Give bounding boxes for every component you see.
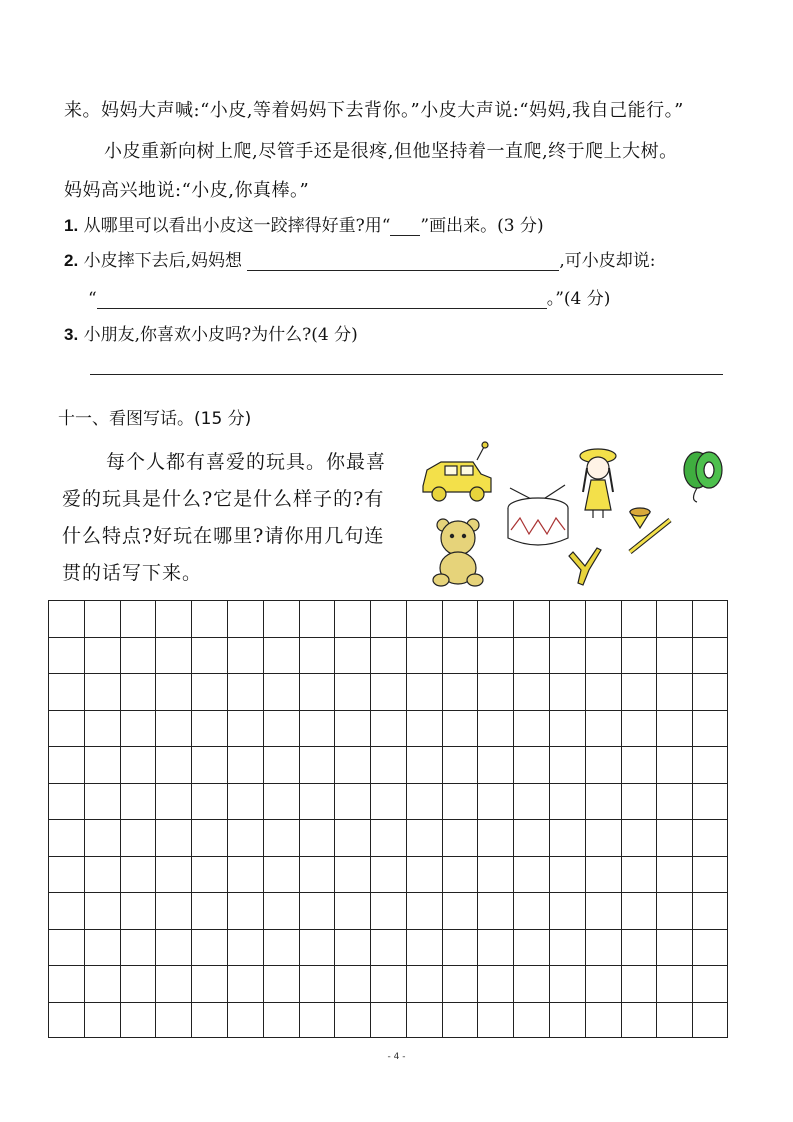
story-line-2: 小皮重新向树上爬,尽管手还是很疼,但他坚持着一直爬,终于爬上大树。 [104, 141, 678, 162]
writing-prompt: 每个人都有喜爱的玩具。你最喜爱的玩具是什么?它是什么样子的?有什么特点?好玩在哪里?请你用几句连贯的话写下来。 [62, 451, 387, 584]
answer-blank[interactable] [247, 256, 559, 271]
spinning-top-icon [630, 508, 670, 552]
question-number: 3. [64, 325, 79, 344]
question-number: 1. [64, 216, 79, 235]
answer-blank[interactable] [97, 294, 547, 309]
question-1 [64, 211, 544, 236]
question-text: ,可小皮却说: [559, 251, 656, 271]
toy-car-icon [423, 442, 491, 501]
doll-icon [580, 449, 616, 518]
writing-grid[interactable] [48, 600, 728, 1038]
toys-illustration [415, 440, 735, 590]
question-3 [64, 320, 358, 345]
answer-line[interactable] [90, 374, 723, 375]
question-text: 小皮摔下去后,妈妈想 [83, 251, 242, 271]
story-line-3: 妈妈高兴地说:“小皮,你真棒。” [64, 180, 310, 201]
yoyo-icon [684, 452, 722, 502]
slingshot-icon [569, 548, 601, 585]
section-title: 十一、看图写话。(15 分) [58, 409, 252, 429]
question-number: 2. [64, 251, 79, 270]
teddy-bear-icon [433, 519, 483, 586]
underline-sample [390, 221, 420, 236]
quote-close: 。”(4 分) [546, 289, 611, 309]
story-line-1: 来。妈妈大声喊:“小皮,等着妈妈下去背你。”小皮大声说:“妈妈,我自己能行。” [64, 100, 684, 121]
question-text: 从哪里可以看出小皮这一跤摔得好重?用“ [83, 216, 391, 236]
question-text: ”画出来。(3 分) [420, 216, 544, 236]
drum-icon [508, 485, 568, 545]
page-number: - 4 - [387, 1052, 406, 1062]
question-2-line-2 [88, 284, 610, 309]
question-2 [64, 246, 656, 271]
quote-open: “ [88, 289, 97, 309]
question-text: 小朋友,你喜欢小皮吗?为什么?(4 分) [83, 325, 358, 345]
